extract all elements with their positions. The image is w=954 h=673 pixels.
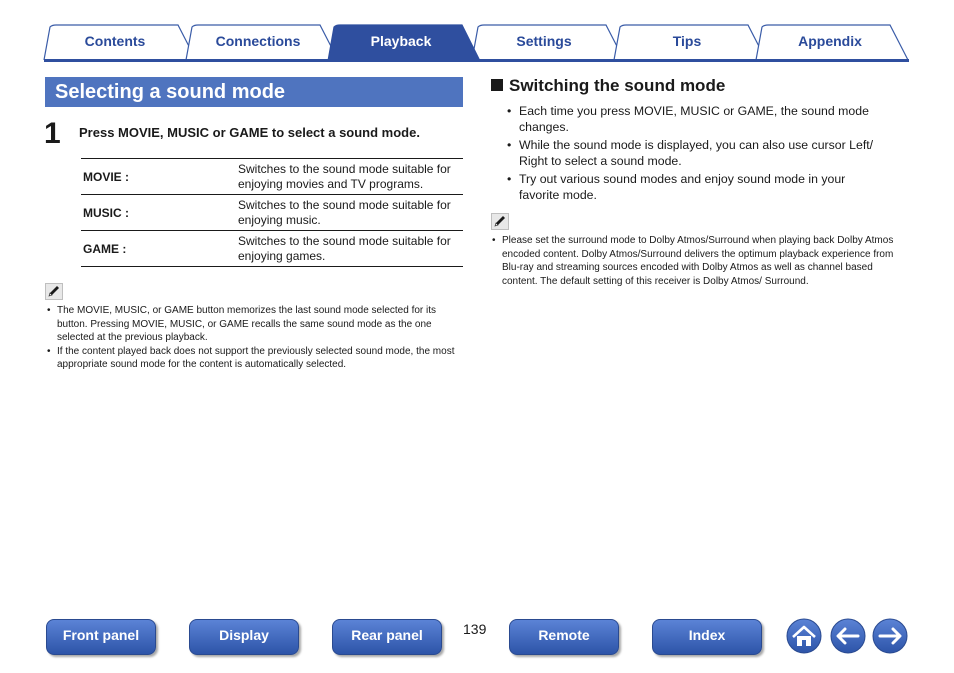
table-key: GAME : bbox=[81, 231, 236, 267]
front-panel-button[interactable]: Front panel bbox=[46, 619, 156, 655]
index-button[interactable]: Index bbox=[652, 619, 762, 655]
list-item: • While the sound mode is displayed, you can also use cursor Left/ Right to select a sound mode. bbox=[507, 137, 887, 169]
table-row bbox=[81, 159, 463, 195]
tab-playback[interactable]: Playback bbox=[370, 33, 432, 49]
table-row bbox=[81, 195, 463, 231]
table-description: Switches to the sound mode suitable for enjoying games. bbox=[236, 231, 463, 267]
page-number: 139 bbox=[463, 621, 487, 637]
tab-contents[interactable]: Contents bbox=[84, 33, 146, 49]
arrow-left-icon bbox=[830, 618, 866, 654]
left-notes bbox=[47, 304, 465, 372]
section-heading-text: Switching the sound mode bbox=[509, 76, 726, 95]
table-key: MOVIE : bbox=[81, 159, 236, 195]
table-description: Switches to the sound mode suitable for enjoying music. bbox=[236, 195, 463, 231]
sound-mode-table bbox=[81, 158, 463, 267]
tab-appendix[interactable]: Appendix bbox=[798, 33, 862, 49]
list-item: • Please set the surround mode to Dolby Atmos/Surround when playing back Dolby Atmos encoded content. Dolby Atmos/Surround delivers the optimum playback experience from Blu-ray and streaming sources encoded with Dolby Atmos as well as channel based content. The default setting of this receiver is Dolby Atmos/ Surround. bbox=[492, 234, 910, 288]
pencil-note-icon bbox=[45, 283, 63, 300]
tab-connections[interactable]: Connections bbox=[215, 33, 301, 49]
list-item: • Try out various sound modes and enjoy sound mode in your favorite mode. bbox=[507, 171, 887, 203]
tab-baseline bbox=[44, 59, 909, 62]
step-number: 1 bbox=[44, 117, 61, 150]
tab-bar-shapes bbox=[0, 0, 954, 64]
list-item: • Each time you press MOVIE, MUSIC or GAME, the sound mode changes. bbox=[507, 103, 887, 135]
remote-button[interactable]: Remote bbox=[509, 619, 619, 655]
table-key: MUSIC : bbox=[81, 195, 236, 231]
list-item: • If the content played back does not support the previously selected sound mode, the most appropriate sound mode for the content is automatically selected. bbox=[47, 345, 465, 372]
table-description: Switches to the sound mode suitable for enjoying movies and TV programs. bbox=[236, 159, 463, 195]
arrow-right-icon bbox=[872, 618, 908, 654]
tab-settings[interactable]: Settings bbox=[516, 33, 572, 49]
home-button[interactable] bbox=[786, 618, 822, 654]
tab-bar bbox=[0, 0, 954, 64]
home-icon bbox=[786, 618, 822, 654]
table-row bbox=[81, 231, 463, 267]
forward-button[interactable] bbox=[872, 618, 908, 654]
rear-panel-button[interactable]: Rear panel bbox=[332, 619, 442, 655]
display-button[interactable]: Display bbox=[189, 619, 299, 655]
tab-tips[interactable]: Tips bbox=[672, 33, 702, 49]
page-title: Selecting a sound mode bbox=[45, 77, 463, 107]
right-bullets bbox=[507, 103, 887, 205]
square-bullet-icon bbox=[491, 79, 503, 91]
step-instruction: Press MOVIE, MUSIC or GAME to select a sound mode. bbox=[79, 125, 420, 140]
section-heading bbox=[491, 76, 725, 96]
right-notes bbox=[492, 234, 910, 288]
pencil-note-icon bbox=[491, 213, 509, 230]
back-button[interactable] bbox=[830, 618, 866, 654]
list-item: • The MOVIE, MUSIC, or GAME button memorizes the last sound mode selected for its button. Pressing MOVIE, MUSIC, or GAME recalls the same sound mode as the one selected at the previous playback. bbox=[47, 304, 465, 345]
